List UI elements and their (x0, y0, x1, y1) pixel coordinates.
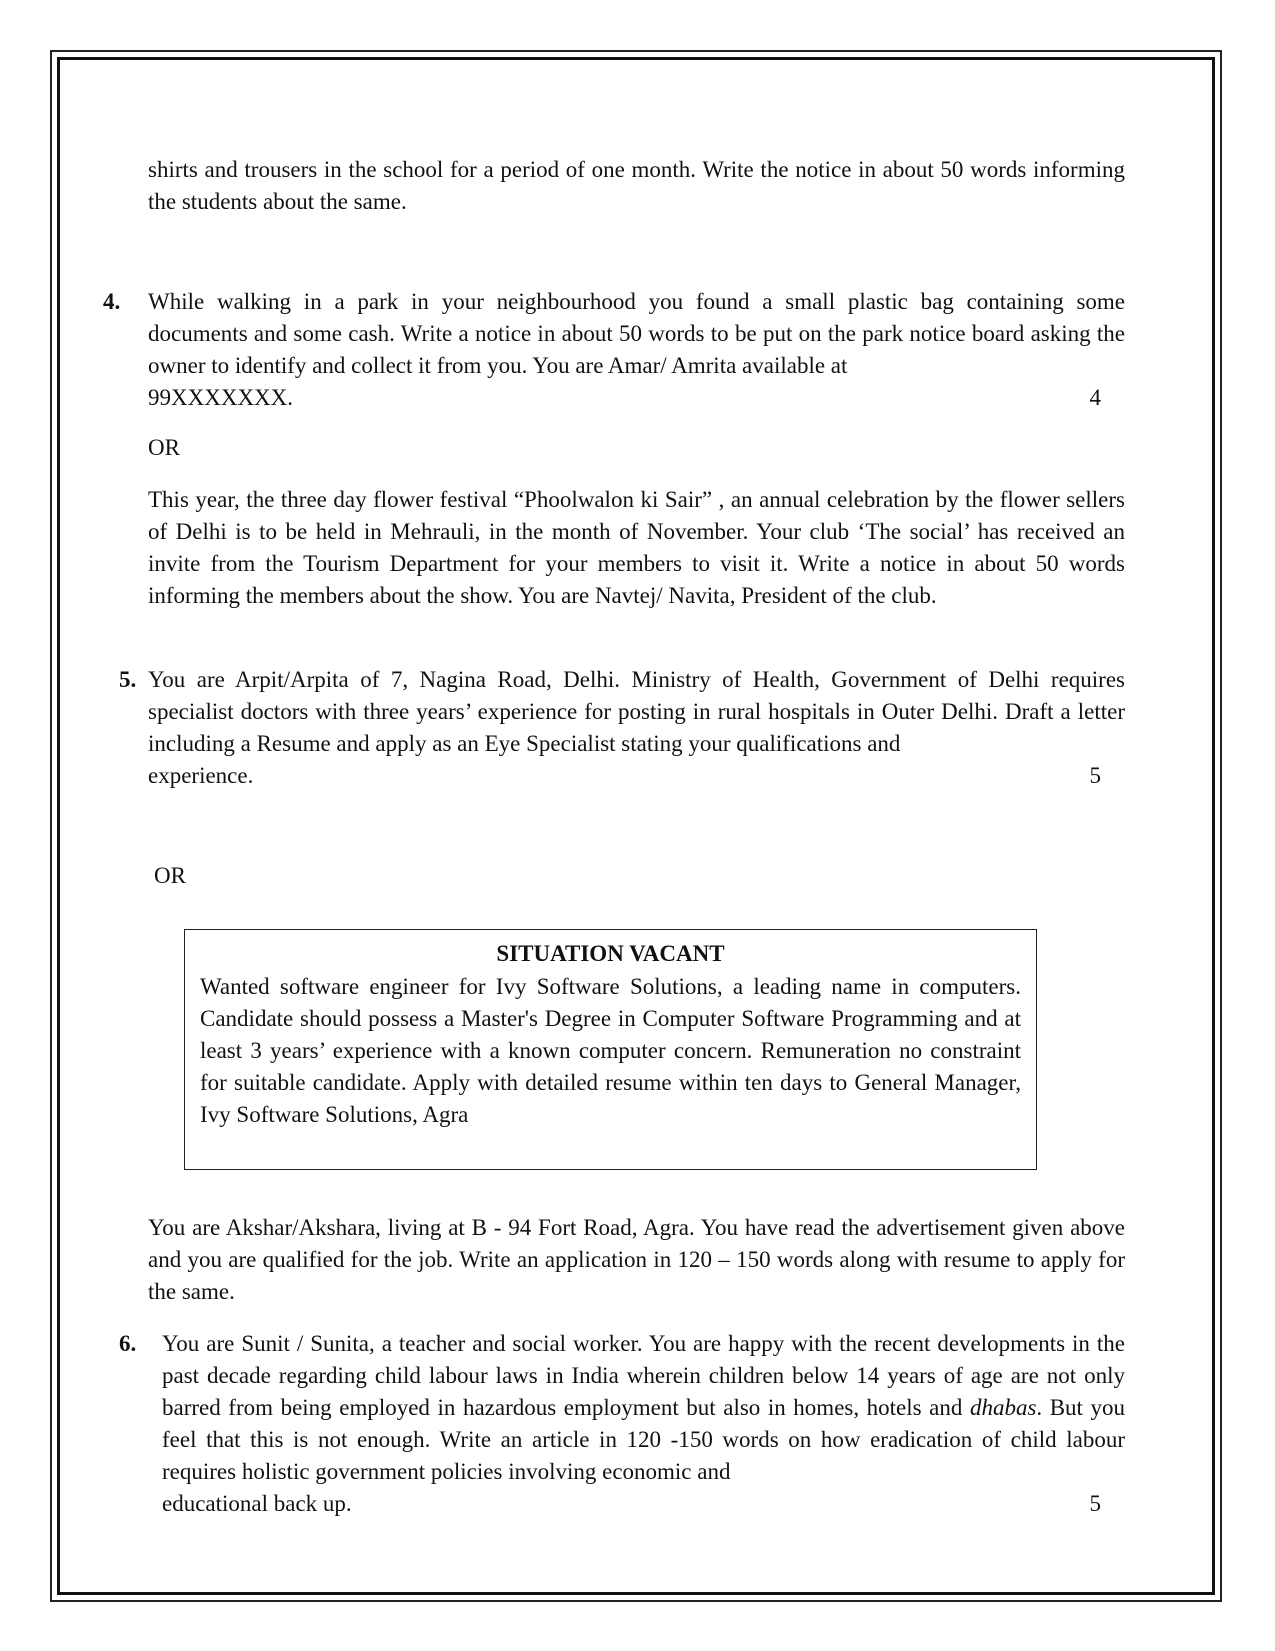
question-4-last-line-text: 99XXXXXXX. (148, 385, 294, 410)
situation-vacant-advertisement (184, 929, 1037, 1170)
intro-paragraph: shirts and trousers in the school for a period of one month. Write the notice in about 50 words informing the students about the same. (148, 157, 1125, 214)
advertisement-title: SITUATION VACANT (496, 941, 725, 966)
question-5-marks: 5 (1089, 763, 1101, 788)
question-4-marks: 4 (1089, 385, 1101, 410)
question-4-or-label: OR (148, 435, 180, 460)
question-6-number: 6. (119, 1331, 137, 1356)
question-5-text: You are Arpit/Arpita of 7, Nagina Road, Delhi. Ministry of Health, Government of Delhi requires specialist doctors with three years’ experience for posting in rural hospitals in Outer Delhi. Draft a letter including a Resume and apply as an Eye Specialist stating your qualifications and (148, 667, 1125, 756)
question-4-number: 4. (103, 289, 121, 314)
question-5-or-label: OR (154, 863, 186, 888)
question-5-number: 5. (119, 667, 137, 692)
question-5-alternative-text: You are Akshar/Akshara, living at B - 94 Fort Road, Agra. You have read the advertisement given above and you are qualified for the job. Write an application in 120 – 150 words along with resume to apply for the same. (148, 1215, 1125, 1304)
question-4-alternative-text: This year, the three day flower festival “Phoolwalon ki Sair” , an annual celebration by the flower sellers of Delhi is to be held in Mehrauli, in the month of November. Your club ‘The social’ has received an invite from the Tourism Department for your members to visit it. Write a notice in about 50 words informing the members about the show. You are Navtej/ Navita, President of the club. (148, 487, 1125, 608)
question-4-text: While walking in a park in your neighbourhood you found a small plastic bag containing some documents and some cash. Write a notice in about 50 words to be put on the park notice board asking the owner to identify and collect it from you. You are Amar/ Amrita available at (148, 289, 1125, 378)
question-5-last-line (148, 760, 1125, 792)
question-6-last-line (162, 1488, 1125, 1520)
question-6-text-part-1: You are Sunit / Sunita, a teacher and social worker. You are happy with the recent developments in the past decade regarding child labour laws in India wherein children below 14 years of age are not only barred from being employed in hazardous employment but also in homes, hotels and (162, 1331, 1125, 1420)
question-4-last-line (148, 382, 1125, 414)
question-6-marks: 5 (1089, 1491, 1101, 1516)
question-6-text (162, 1328, 1125, 1488)
advertisement-body: Wanted software engineer for Ivy Software Solutions, a leading name in computers. Candidate should possess a Master's Degree in Computer Software Programming and at least 3 years’ experience with a known computer concern. Remuneration no constraint for suitable candidate. Apply with detailed resume within ten days to General Manager, Ivy Software Solutions, Agra (200, 974, 1021, 1127)
question-6-text-part-2: . But you feel that this is not enough. Write an article in 120 -150 words on how eradication of child labour requires holistic government policies involving economic and (162, 1395, 1125, 1484)
question-5-last-line-text: experience. (148, 763, 254, 788)
question-6-last-line-text: educational back up. (162, 1491, 352, 1516)
question-6-italic-word: dhabas (969, 1395, 1037, 1420)
